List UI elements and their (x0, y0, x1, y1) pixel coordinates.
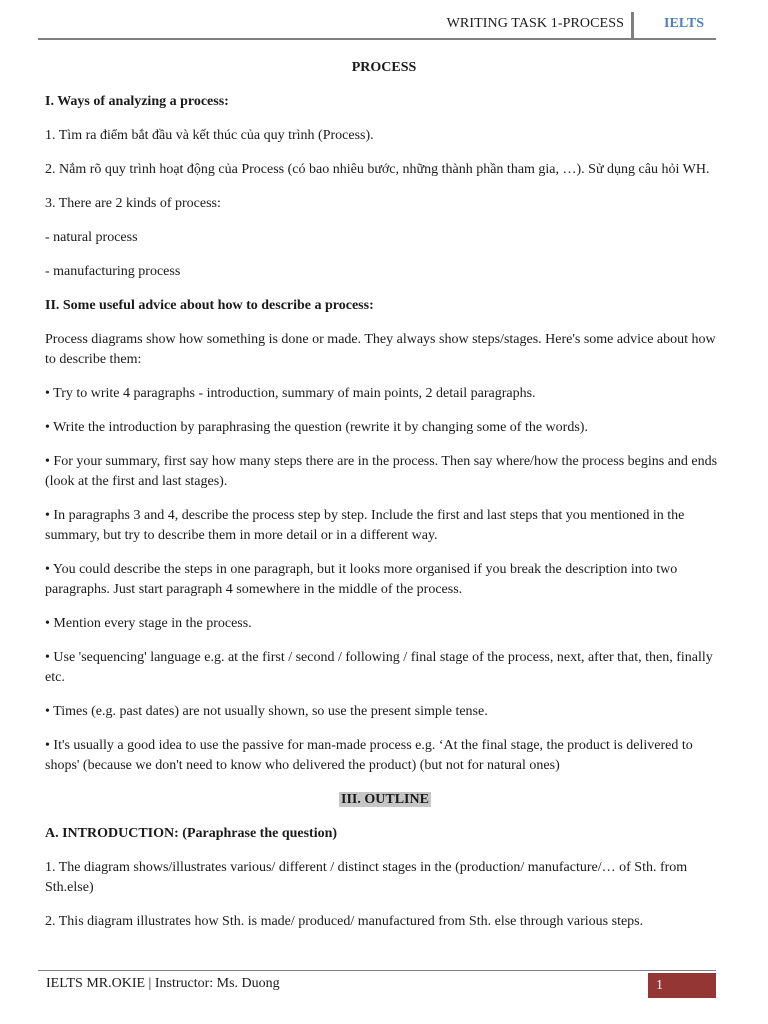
section3-heading-row (45, 790, 725, 810)
header-brand: IELTS (664, 16, 704, 31)
section3-subheading: A. INTRODUCTION: (Paraphrase the question) (45, 826, 338, 841)
section3-heading: III. OUTLINE (341, 792, 429, 807)
advice-bullet-6: • Mention every stage in the process. (45, 616, 252, 631)
advice-bullet-4: • In paragraphs 3 and 4, describe the process step by step. Include the first and last steps that you mentioned in the summary, but try to describe them in more detail or in a different way. (45, 508, 685, 543)
advice-bullet-9: • It's usually a good idea to use the passive for man-made process e.g. ‘At the final stage, the product is delivered to shops' (because we don't need to know who delivered the product) (but not for natural ones) (45, 738, 693, 773)
advice-bullet-2: • Write the introduction by paraphrasing the question (rewrite it by changing some of the words). (45, 420, 588, 435)
advice-bullet-7: • Use 'sequencing' language e.g. at the first / second / following / final stage of the process, next, after that, then, finally etc. (45, 650, 713, 685)
section1-item-3: 3. There are 2 kinds of process: (45, 196, 221, 211)
section1-item-2: 2. Nắm rõ quy trình hoạt động của Process (có bao nhiêu bước, những thành phần tham gia, …). Sử dụng câu hỏi WH. (45, 162, 710, 177)
section1-item-4: - natural process (45, 230, 138, 245)
section1-item-1: 1. Tìm ra điểm bắt đầu và kết thúc của quy trình (Process). (45, 128, 374, 143)
advice-bullet-5: • You could describe the steps in one paragraph, but it looks more organised if you break the description into two paragraphs. Just start paragraph 4 somewhere in the middle of the process. (45, 562, 678, 597)
advice-bullet-3: • For your summary, first say how many steps there are in the process. Then say where/how the process begins and ends (look at the first and last stages). (45, 454, 718, 489)
page-header (38, 10, 716, 40)
document-body (45, 92, 725, 946)
outline-item-2: 2. This diagram illustrates how Sth. is made/ produced/ manufactured from Sth. else through various steps. (45, 914, 644, 929)
page-footer (38, 970, 716, 998)
header-title: WRITING TASK 1-PROCESS (446, 16, 624, 31)
section2-heading: II. Some useful advice about how to describe a process: (45, 298, 374, 313)
header-separator (631, 12, 634, 38)
advice-bullet-1: • Try to write 4 paragraphs - introduction, summary of main points, 2 detail paragraphs. (45, 386, 536, 401)
advice-bullet-8: • Times (e.g. past dates) are not usually shown, so use the present simple tense. (45, 704, 488, 719)
footer-credit: IELTS MR.OKIE | Instructor: Ms. Duong (46, 976, 280, 991)
outline-item-1: 1. The diagram shows/illustrates various/ different / distinct stages in the (production/ manufacture/… of Sth. from Sth.else) (45, 860, 688, 895)
section2-intro: Process diagrams show how something is done or made. They always show steps/stages. Here's some advice about how to describe them: (45, 332, 716, 367)
page-number: 1 (648, 973, 716, 998)
section1-item-5: - manufacturing process (45, 264, 181, 279)
section1-heading: I. Ways of analyzing a process: (45, 94, 229, 109)
page-title: PROCESS (351, 60, 417, 75)
